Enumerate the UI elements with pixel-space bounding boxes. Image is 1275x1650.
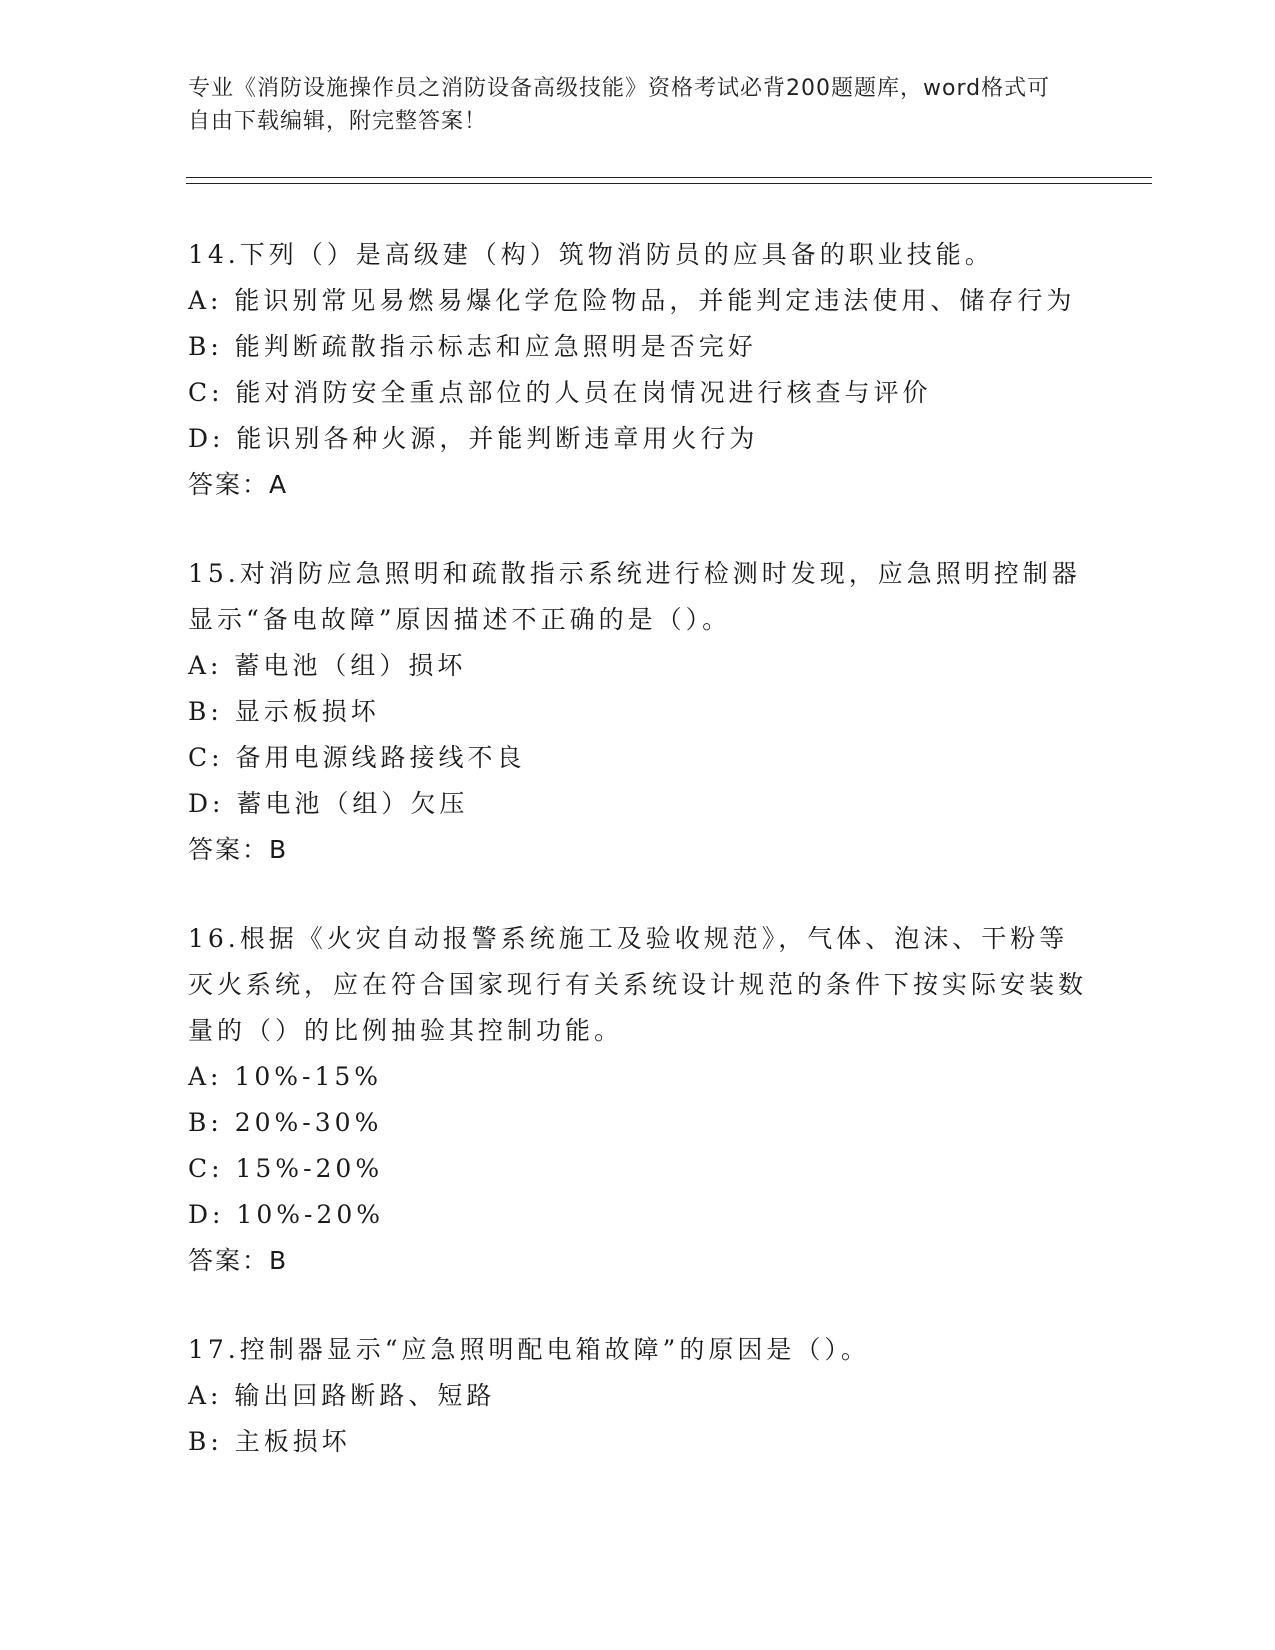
option-a: A: 能识别常见易燃易爆化学危险物品，并能判定违法使用、储存行为 <box>188 286 1076 315</box>
question-15 <box>188 551 1088 873</box>
question-stem: 14.下列（）是高级建（构）筑物消防员的应具备的职业技能。 <box>188 240 994 269</box>
option-b: B: 主板损坏 <box>188 1427 351 1456</box>
option-b: B: 能判断疏散指示标志和应急照明是否完好 <box>188 332 757 361</box>
option-c: C: 备用电源线路接线不良 <box>188 743 526 772</box>
answer-line: 答案：B <box>188 835 289 864</box>
question-list <box>188 232 1088 1508</box>
answer-line: 答案：A <box>188 470 289 499</box>
option-b: B: 20%-30% <box>188 1108 383 1137</box>
question-stem: 15.对消防应急照明和疏散指示系统进行检测时发现，应急照明控制器显示“备电故障”原因描述不正确的是（）。 <box>188 559 1081 634</box>
option-d: D: 10%-20% <box>188 1200 384 1229</box>
option-a: A: 10%-15% <box>188 1062 383 1091</box>
option-c: C: 能对消防安全重点部位的人员在岗情况进行核查与评价 <box>188 378 932 407</box>
option-d: D: 蓄电池（组）欠压 <box>188 789 469 818</box>
header-double-rule <box>186 177 1152 184</box>
question-16 <box>188 916 1088 1284</box>
option-d: D: 能识别各种火源，并能判断违章用火行为 <box>188 424 759 453</box>
page-header: 专业《消防设施操作员之消防设备高级技能》资格考试必背200题题库，word格式可自由下载编辑，附完整答案！ <box>188 76 1051 134</box>
question-stem: 16.根据《火灾自动报警系统施工及验收规范》，气体、泡沫、干粉等灭火系统，应在符合国家现行有关系统设计规范的条件下按实际安装数量的（）的比例抽验其控制功能。 <box>188 924 1088 1045</box>
option-b: B: 显示板损坏 <box>188 697 380 726</box>
option-a: A: 输出回路断路、短路 <box>188 1381 496 1410</box>
option-a: A: 蓄电池（组）损坏 <box>188 651 467 680</box>
question-17 <box>188 1327 1088 1465</box>
question-14 <box>188 232 1088 508</box>
answer-line: 答案：B <box>188 1246 289 1275</box>
option-c: C: 15%-20% <box>188 1154 384 1183</box>
question-stem: 17.控制器显示“应急照明配电箱故障”的原因是（）。 <box>188 1335 870 1364</box>
